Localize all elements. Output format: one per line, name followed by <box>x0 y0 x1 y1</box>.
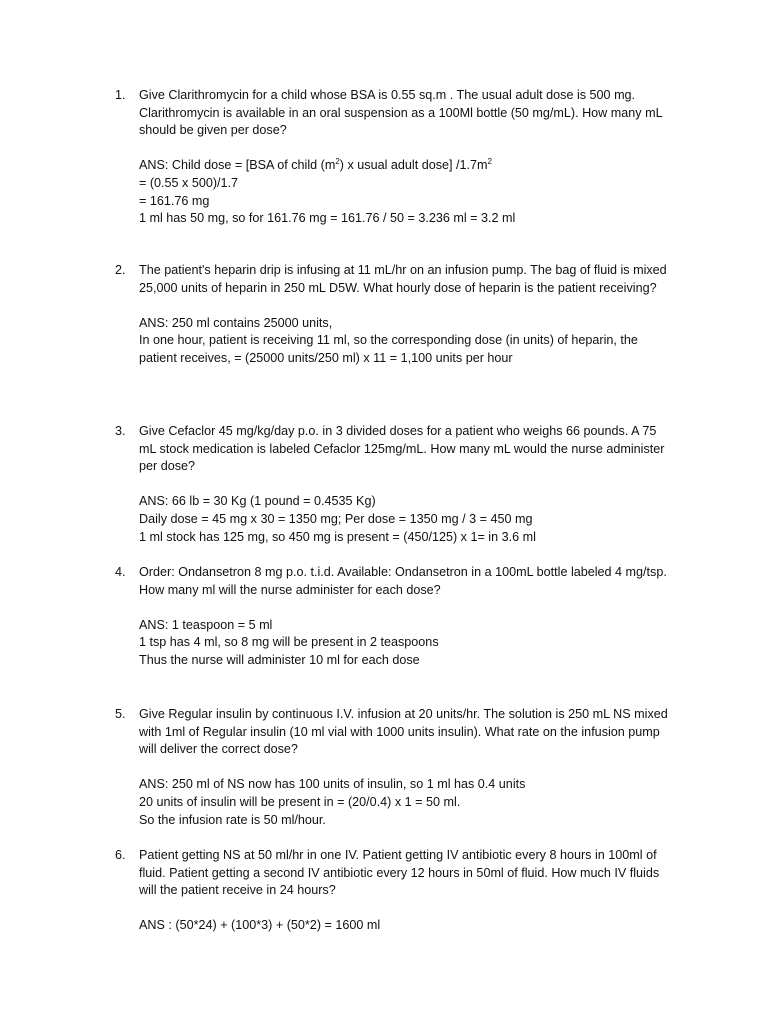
answer-block <box>139 493 672 546</box>
question-number: 6. <box>115 848 126 862</box>
answer-block <box>139 157 672 227</box>
answer-line: Thus the nurse will administer 10 ml for each dose <box>139 652 420 667</box>
question-text: Give Cefaclor 45 mg/kg/day p.o. in 3 divided doses for a patient who weighs 66 pounds. A 75 mL stock medication is labeled Cefaclor 125mg/mL. How many mL would the nurse administer per dose? <box>139 424 665 474</box>
superscript: 2 <box>335 157 340 167</box>
question-5 <box>112 706 672 829</box>
answer-line: ANS : (50*24) + (100*3) + (50*2) = 1600 ml <box>139 918 381 933</box>
answer-line: 20 units of insulin will be present in = (20/0.4) x 1 = 50 ml. <box>139 794 461 809</box>
answer-line <box>139 157 672 175</box>
answer-line: 1 tsp has 4 ml, so 8 mg will be present in 2 teaspoons <box>139 635 439 650</box>
question-body <box>139 847 672 935</box>
question-number: 3. <box>115 424 126 438</box>
question-number: 4. <box>115 565 126 579</box>
answer-line: 1 ml stock has 125 mg, so 450 mg is present = (450/125) x 1= in 3.6 ml <box>139 529 536 544</box>
answer-block <box>139 776 672 829</box>
answer-block <box>139 315 672 368</box>
answer-line: ANS: 66 lb = 30 Kg (1 pound = 0.4535 Kg) <box>139 494 376 509</box>
answer-text: ANS: Child dose = [BSA of child (m <box>139 158 336 173</box>
answer-paragraph: In one hour, patient is receiving 11 ml, so the corresponding dose (in units) of heparin, the patient receives, = (25000 units/250 ml) x 11 = 1,100 units per hour <box>139 333 638 365</box>
question-body <box>139 423 672 546</box>
question-text: The patient's heparin drip is infusing at 11 mL/hr on an infusion pump. The bag of fluid is mixed 25,000 units of heparin in 250 mL D5W. What hourly dose of heparin is the patient receiving? <box>139 263 667 295</box>
question-number: 5. <box>115 707 126 721</box>
question-text: Order: Ondansetron 8 mg p.o. t.i.d. Available: Ondansetron in a 100mL bottle labeled 4 mg/tsp. How many ml will the nurse administer for each dose? <box>139 565 667 597</box>
question-3 <box>112 423 672 546</box>
question-body <box>139 262 672 368</box>
superscript: 2 <box>487 157 492 167</box>
answer-block <box>139 617 672 670</box>
answer-text: ) x usual adult dose] /1.7m <box>339 158 488 173</box>
answer-line: = 161.76 mg <box>139 193 210 208</box>
question-body <box>139 87 672 228</box>
question-body <box>139 564 672 670</box>
answer-line: So the infusion rate is 50 ml/hour. <box>139 812 326 827</box>
question-number: 1. <box>115 88 126 102</box>
question-text: Give Regular insulin by continuous I.V. infusion at 20 units/hr. The solution is 250 mL NS mixed with 1ml of Regular insulin (10 ml vial with 1000 units insulin). What rate on the infusion pump will deliver the correct dose? <box>139 707 668 757</box>
answer-line: = (0.55 x 500)/1.7 <box>139 175 239 190</box>
question-1 <box>112 87 672 228</box>
answer-line: Daily dose = 45 mg x 30 = 1350 mg; Per dose = 1350 mg / 3 = 450 mg <box>139 511 533 526</box>
answer-block <box>139 917 672 935</box>
question-text: Give Clarithromycin for a child whose BSA is 0.55 sq.m . The usual adult dose is 500 mg. Clarithromycin is available in an oral suspension as a 100Ml bottle (50 mg/mL). How many mL should be given per dose? <box>139 88 663 138</box>
question-body <box>139 706 672 829</box>
answer-line: ANS: 250 ml contains 25000 units, <box>139 315 333 330</box>
answer-line: ANS: 1 teaspoon = 5 ml <box>139 617 273 632</box>
answer-line: 1 ml has 50 mg, so for 161.76 mg = 161.76 / 50 = 3.236 ml = 3.2 ml <box>139 211 516 226</box>
question-number: 2. <box>115 263 126 277</box>
question-6 <box>112 847 672 935</box>
question-2 <box>112 262 672 368</box>
answer-line: ANS: 250 ml of NS now has 100 units of insulin, so 1 ml has 0.4 units <box>139 777 526 792</box>
question-text: Patient getting NS at 50 ml/hr in one IV. Patient getting IV antibiotic every 8 hours in 100ml of fluid. Patient getting a second IV antibiotic every 12 hours in 50ml of fluid. How much IV fluids will the patient receive in 24 hours? <box>139 848 660 898</box>
question-4 <box>112 564 672 670</box>
